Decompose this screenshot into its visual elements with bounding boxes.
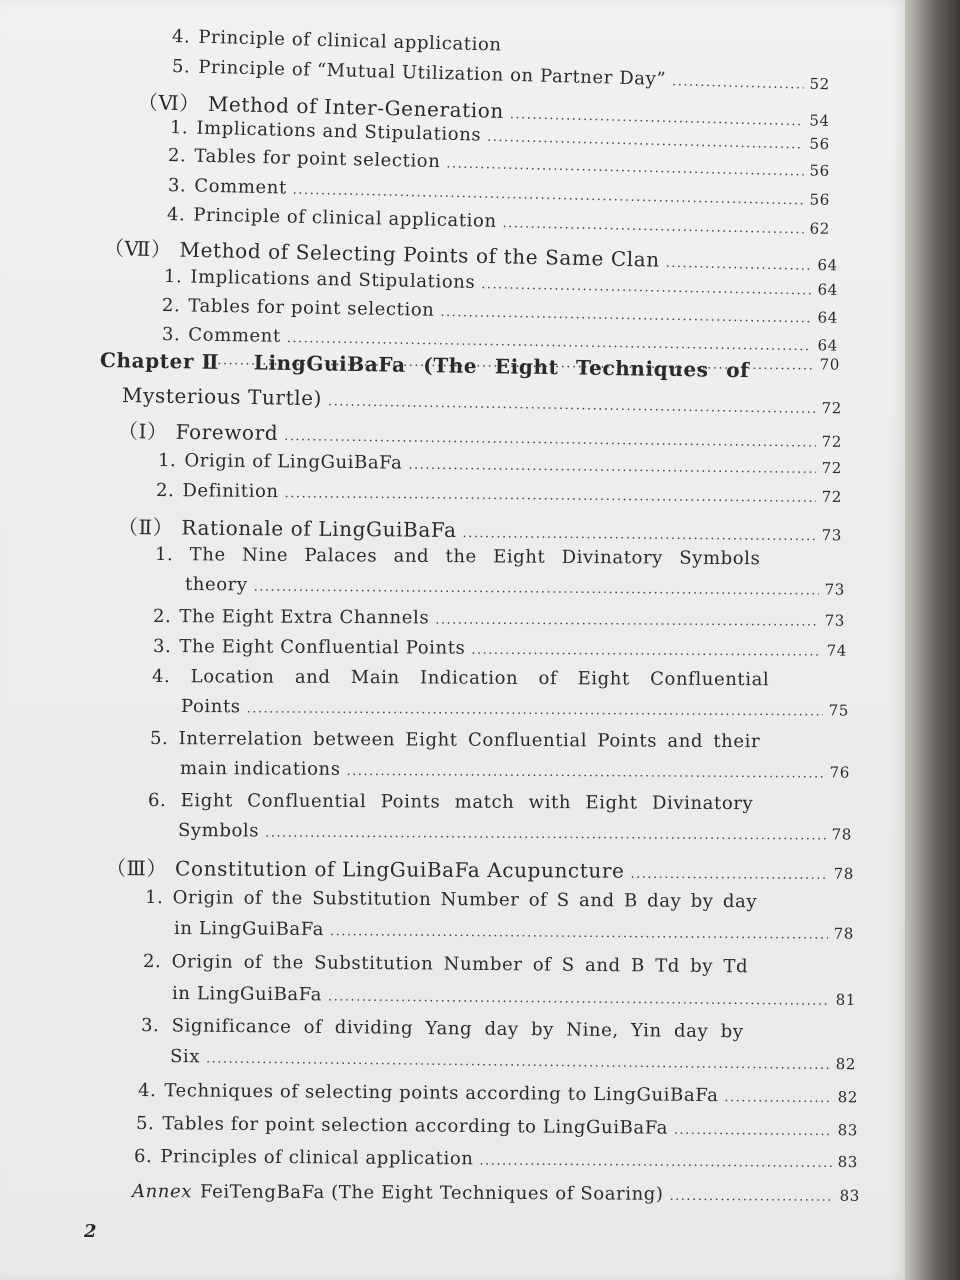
toc-entry — [185, 574, 845, 600]
toc-entry: 4. Location and Main Indication of Eight Confluential — [151, 666, 770, 691]
chapter-label: Chapter Ⅱ — [99, 348, 220, 374]
toc-entry: 5. Interrelation between Eight Confluential Points and their — [149, 728, 761, 753]
toc-page-number: 78 — [833, 864, 855, 883]
toc-entry — [178, 820, 852, 845]
toc-page-number: 64 — [817, 336, 839, 355]
toc-page-number: 54 — [809, 111, 830, 130]
dot-leader — [630, 867, 828, 883]
toc-entry-title: Symbols — [177, 820, 260, 842]
toc-entry-title: Points — [180, 696, 241, 718]
annex-label: Annex — [131, 1181, 193, 1203]
dot-leader — [724, 1090, 832, 1106]
dot-leader — [502, 216, 804, 237]
toc-entry: 1. Origin of LingGuiBaFa ..... 72 — [158, 450, 842, 478]
toc-section: （Ⅲ） Constitution of LingGuiBaFa Acupuncture ..... 78 — [106, 852, 854, 885]
toc-entry-title: Principle of clinical application — [198, 26, 502, 56]
dot-leader — [206, 1051, 830, 1073]
toc-entry-title: FeiTengBaFa (The Eight Techniques of Soaring) — [199, 1181, 664, 1205]
dot-leader — [408, 458, 816, 477]
dot-leader — [347, 764, 824, 781]
dot-leader — [674, 1123, 832, 1139]
toc-entry-title: Implications and Stipulations — [190, 266, 476, 293]
toc-entry-title: The Nine Palaces and the Eight Divinatory Symbols — [189, 544, 761, 570]
toc-page-number: 78 — [831, 825, 853, 844]
toc-page-number: 56 — [809, 190, 831, 209]
toc-entry: 5. Principle of “Mutual Utilization on Partner Day” ..... 52 — [172, 56, 830, 94]
toc-page-number: 73 — [824, 611, 846, 630]
toc-entry — [170, 1046, 856, 1074]
toc-page-number: 82 — [837, 1088, 859, 1107]
toc-section: （Ⅵ） Method of Inter-Generation ..... 54 — [138, 86, 831, 132]
toc-entry-title: Origin of LingGuiBaFa — [184, 450, 403, 474]
dot-leader — [435, 612, 819, 629]
dot-leader — [293, 183, 804, 209]
toc-section: （Ⅶ） Method of Selecting Points of the Same Clan ..... 64 — [104, 232, 838, 276]
toc-entry: 4. Principle of clinical application ..... — [172, 26, 492, 55]
toc-section: （Ⅰ） Foreword ..... 72 — [118, 415, 842, 453]
toc-entry-title: in LingGuiBaFa — [173, 918, 325, 941]
dot-leader — [487, 130, 804, 153]
toc-entry: 6. Principles of clinical application ..... 83 — [134, 1146, 858, 1172]
toc-page-number: 62 — [809, 219, 831, 238]
toc-page-number: 73 — [824, 580, 846, 599]
dot-leader — [670, 1189, 835, 1205]
toc-entry — [180, 758, 850, 783]
dot-leader — [284, 429, 816, 450]
toc-entry — [122, 383, 842, 418]
dot-leader — [328, 989, 830, 1008]
toc-entry: 4. Principle of clinical application ..... 62 — [167, 204, 830, 239]
toc-page-number: 83 — [837, 1152, 859, 1172]
toc-entry-title: Principle of clinical application — [193, 204, 497, 232]
toc-page-number: 75 — [828, 701, 850, 720]
toc-section: （Ⅱ） Rationale of LingGuiBaFa ..... 73 — [118, 511, 842, 546]
dot-leader — [330, 924, 828, 942]
toc-entry: 2. The Eight Extra Channels ..... 73 — [153, 606, 845, 631]
toc-entry: 3. Comment ..... 56 — [168, 175, 830, 210]
toc-entry-title: Principles of clinical application — [160, 1146, 474, 1170]
toc-page-number: 56 — [809, 134, 831, 154]
toc-entry-title: Tables for point selection — [188, 295, 435, 321]
toc-entry-title: Tables for point selection — [194, 145, 441, 173]
dot-leader — [672, 74, 804, 92]
toc-entry-title: The Eight Extra Channels — [179, 606, 430, 629]
dot-leader — [247, 701, 823, 719]
toc-entry-title: Comment — [194, 175, 288, 199]
dot-leader — [265, 825, 826, 843]
toc-entry: 3. Comment ..... 64 — [162, 324, 838, 356]
toc-page-number: 81 — [835, 990, 857, 1009]
toc-entry-title: in LingGuiBaFa — [171, 983, 323, 1006]
dot-leader — [328, 394, 816, 417]
toc-entry-title: Definition — [182, 480, 279, 503]
toc-page-number: 78 — [833, 924, 855, 943]
toc-entry-title: Interrelation between Eight Confluential Points and their — [178, 728, 761, 753]
toc-page-number: 72 — [821, 487, 843, 506]
toc-page-number: 72 — [821, 398, 843, 418]
toc-entry: 1. The Nine Palaces and the Eight Divinatory Symbols — [154, 544, 761, 570]
dot-leader — [285, 486, 816, 506]
toc-entry-title: Principle of “Mutual Utilization on Partner Day” — [198, 56, 667, 90]
toc-page-number: 70 — [819, 355, 841, 374]
toc-entry: 1. Implications and Stipulations ..... 64 — [164, 266, 838, 300]
toc-entry-title: Origin of the Substitution Number of S and B day by day — [172, 887, 758, 913]
toc-entry: 1. Implications and Stipulations ..... 56 — [170, 117, 830, 154]
toc-entry-title: Implications and Stipulations — [196, 117, 482, 146]
toc-page-number: 64 — [817, 280, 839, 299]
toc-entry-title: Method of Inter-Generation — [207, 91, 505, 123]
toc-entry: 3. Significance of dividing Yang day by Nine, Yin day by — [140, 1015, 744, 1043]
toc-entry: 4. Techniques of selecting points according to LingGuiBaFa ..... 82 — [138, 1080, 858, 1107]
toc-entry-title: Foreword — [175, 419, 279, 445]
toc-entry-title: Techniques of selecting points according to LingGuiBaFa — [164, 1080, 719, 1107]
dot-leader — [666, 256, 812, 274]
toc-page-number: 73 — [821, 526, 843, 545]
dot-leader — [479, 1153, 832, 1170]
toc-page-number: 83 — [837, 1121, 859, 1140]
toc-page-number: 82 — [835, 1054, 857, 1074]
toc-entry: 2. Origin of the Substitution Number of S and B Td by Td — [142, 951, 749, 978]
toc-entry-title: Constitution of LingGuiBaFa Acupuncture — [175, 856, 625, 883]
toc-entry-title: Eight Confluential Points match with Eight Divinatory — [180, 790, 754, 815]
toc-entry: 2. Tables for point selection ..... 64 — [162, 295, 838, 328]
dot-leader — [471, 643, 821, 660]
toc-page-number: 74 — [826, 641, 848, 660]
toc-entry-title: Tables for point selection according to LingGuiBaFa — [162, 1113, 669, 1139]
toc-entry: 1. Origin of the Substitution Number of S and B day by day — [144, 887, 758, 913]
toc-entry-title: Method of Selecting Points of the Same Clan — [179, 237, 661, 272]
toc-page-number: 52 — [809, 74, 830, 94]
toc-entry — [174, 918, 854, 944]
toc-entry-title: Mysterious Turtle) — [121, 383, 323, 411]
toc-page-number: 72 — [821, 432, 843, 451]
toc-entry: 3. The Eight Confluential Points ..... 74 — [153, 636, 847, 661]
toc-entry — [181, 696, 849, 720]
toc-page-number: 64 — [817, 308, 839, 327]
dot-leader — [462, 526, 816, 544]
toc-entry: 2. Tables for point selection ..... 56 — [168, 145, 830, 181]
toc-entry: 2. Definition ..... 72 — [156, 480, 842, 507]
toc-entry-title: Comment — [188, 324, 281, 347]
dot-leader — [440, 305, 812, 326]
dot-leader — [481, 277, 812, 298]
toc-page-number: 83 — [839, 1186, 861, 1205]
toc-page-number: 76 — [829, 763, 851, 782]
toc-page-number: 72 — [821, 458, 843, 478]
toc-page-number: 64 — [817, 255, 838, 275]
toc-entry-title: theory — [184, 574, 248, 596]
dot-leader — [254, 579, 819, 598]
page-number: 2 — [84, 1221, 97, 1242]
toc-entry-title: Origin of the Substitution Number of S and B Td by Td — [171, 951, 749, 978]
toc-entry: 5. Tables for point selection according to LingGuiBaFa ..... 83 — [136, 1113, 858, 1140]
toc-entry — [132, 1181, 860, 1206]
toc-entry-title: main indications — [179, 758, 341, 780]
toc-entry-title: Location and Main Indication of Eight Confluential — [190, 666, 770, 691]
toc-entry-title: The Eight Confluential Points — [179, 636, 466, 659]
toc-page-number: 56 — [809, 161, 831, 181]
toc-entry: 6. Eight Confluential Points match with Eight Divinatory — [147, 790, 754, 815]
toc-entry-title: Significance of dividing Yang day by Nine, Yin day by — [171, 1015, 744, 1043]
dot-leader — [446, 156, 804, 179]
toc-entry — [172, 983, 856, 1010]
toc-entry-title: Rationale of LingGuiBaFa — [181, 515, 457, 542]
toc-entry-title: Six — [169, 1046, 201, 1068]
chapter-title: LingGuiBaFa (The Eight Techniques of — [253, 350, 750, 383]
